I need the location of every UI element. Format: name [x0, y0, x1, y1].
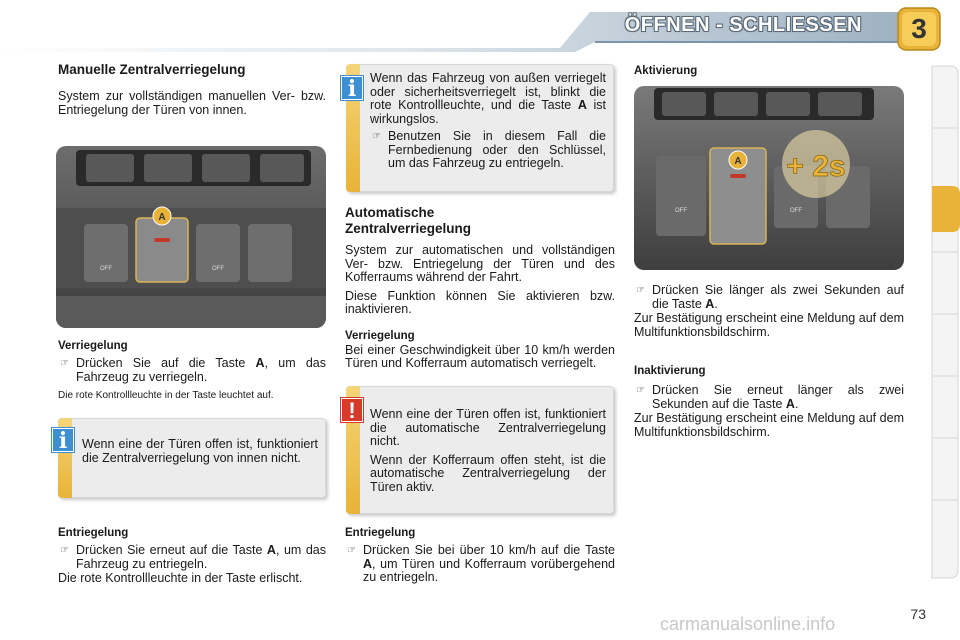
- activation-section: [634, 284, 904, 439]
- manual-unlock-step: ☞ Drücken Sie erneut auf die Taste A, um das Fahrzeug zu entriegeln.: [60, 543, 326, 571]
- column-activation: [634, 64, 904, 78]
- page-number: 73: [910, 606, 926, 622]
- warning-text-1: Wenn eine der Türen offen ist, funktioniert die automatische Zentralverriegelung nicht.: [370, 407, 606, 448]
- pointer-icon: ☞: [60, 358, 69, 369]
- pointer-icon: ☞: [372, 131, 381, 142]
- warning-box-auto: [346, 386, 614, 514]
- photo1-off-label-1: OFF: [100, 266, 112, 272]
- photo2-key-badge: A: [734, 156, 742, 167]
- section-title-auto-1: Automatische: [345, 205, 435, 220]
- pointer-icon: ☞: [347, 545, 356, 556]
- manual-intro: System zur vollständigen manuellen Ver- bzw. Entriegelung der Türen von innen.: [58, 89, 326, 117]
- column-auto-locking: [345, 205, 615, 371]
- chapter-number: 3: [911, 13, 927, 44]
- auto-lock-heading: Verriegelung: [345, 329, 415, 342]
- auto-intro: System zur automatischen und vollständigen Ver- bzw. Entriegelung der Türen und des Kofferraums während der Fahrt.: [345, 243, 615, 284]
- activation-heading: Aktivierung: [634, 65, 698, 77]
- deactivation-step: ☞ Drücken Sie erneut länger als zwei Sekunden auf die Taste A.: [636, 383, 904, 411]
- photo-manual-lock-button: [56, 146, 326, 328]
- info-box-manual-text: Wenn eine der Türen offen ist, funktioniert die Zentralverriegelung von innen nicht.: [82, 437, 318, 465]
- info-box-external-lock: Wenn das Fahrzeug von außen verriegelt oder sicherheitsverriegelt ist, blinkt die rote Kontrollleuchte, und die Taste A ist wirkungslos. ☞ Benutzen Sie in diesem Fall die Fernbedienung oder den Schlüssel, um das Fahrzeug zu entriegeln.: [346, 64, 614, 192]
- photo2-off-label-2: OFF: [790, 208, 802, 214]
- manual-lock-note: Die rote Kontrollleuchte in der Taste leuchtet auf.: [58, 390, 274, 401]
- pointer-icon: ☞: [60, 545, 69, 556]
- pointer-icon: ☞: [636, 285, 645, 296]
- chapter-tabs[interactable]: [922, 62, 960, 582]
- photo1-key-badge: A: [158, 212, 166, 223]
- column-manual-locking: [58, 62, 326, 117]
- watermark: carmanualsonline.info: [660, 614, 836, 634]
- warning-icon: !: [341, 398, 363, 422]
- plus-two-seconds-badge: + 2s: [786, 150, 846, 183]
- auto-intro-2: Diese Funktion können Sie aktivieren bzw. inaktivieren.: [345, 288, 615, 316]
- auto-unlock-step: ☞ Drücken Sie bei über 10 km/h auf die Taste A, um Türen und Kofferraum vorübergehend zu entriegeln.: [347, 543, 615, 584]
- page-title: ÖFFNEN - SCHLIESSEN: [624, 14, 862, 36]
- manual-unlock-section: [58, 526, 326, 586]
- info-box-manual: [58, 418, 326, 498]
- manual-lock-heading: Verriegelung: [58, 340, 128, 352]
- auto-unlock-heading: Entriegelung: [345, 527, 416, 539]
- info-icon: i: [52, 428, 74, 452]
- manual-unlock-note: Die rote Kontrollleuchte in der Taste erlischt.: [58, 571, 303, 585]
- manual-lock-section: [58, 339, 326, 402]
- auto-unlock-section: [345, 526, 615, 585]
- activation-note: Zur Bestätigung erscheint eine Meldung auf dem Multifunktionsbildschirm.: [634, 311, 904, 339]
- photo2-off-label-1: OFF: [675, 208, 687, 214]
- deactivation-note: Zur Bestätigung erscheint eine Meldung auf dem Multifunktionsbildschirm.: [634, 411, 904, 439]
- section-title-auto-2: Zentralverriegelung: [345, 221, 472, 236]
- photo1-off-label-2: OFF: [212, 266, 224, 272]
- info-icon: i: [341, 76, 363, 100]
- auto-lock-text: Bei einer Geschwindigkeit über 10 km/h werden Türen und Kofferraum automatisch verriegelt.: [345, 342, 615, 370]
- deactivation-heading: Inaktivierung: [634, 365, 706, 377]
- warning-text-2: Wenn der Kofferraum offen steht, ist die automatische Zentralverriegelung der Türen aktiv.: [370, 452, 606, 494]
- info-box-bullet: ☞ Benutzen Sie in diesem Fall die Fernbedienung oder den Schlüssel, um das Fahrzeug zu entriegeln.: [372, 129, 606, 170]
- photo-activation-button: [634, 86, 904, 270]
- manual-unlock-heading: Entriegelung: [58, 527, 129, 539]
- section-title-manual: Manuelle Zentralverriegelung: [58, 62, 246, 77]
- manual-lock-step: ☞ Drücken Sie auf die Taste A, um das Fahrzeug zu verriegeln.: [60, 356, 327, 384]
- pointer-icon: ☞: [636, 385, 645, 396]
- activation-step: ☞ Drücken Sie länger als zwei Sekunden auf die Taste A.: [636, 283, 904, 311]
